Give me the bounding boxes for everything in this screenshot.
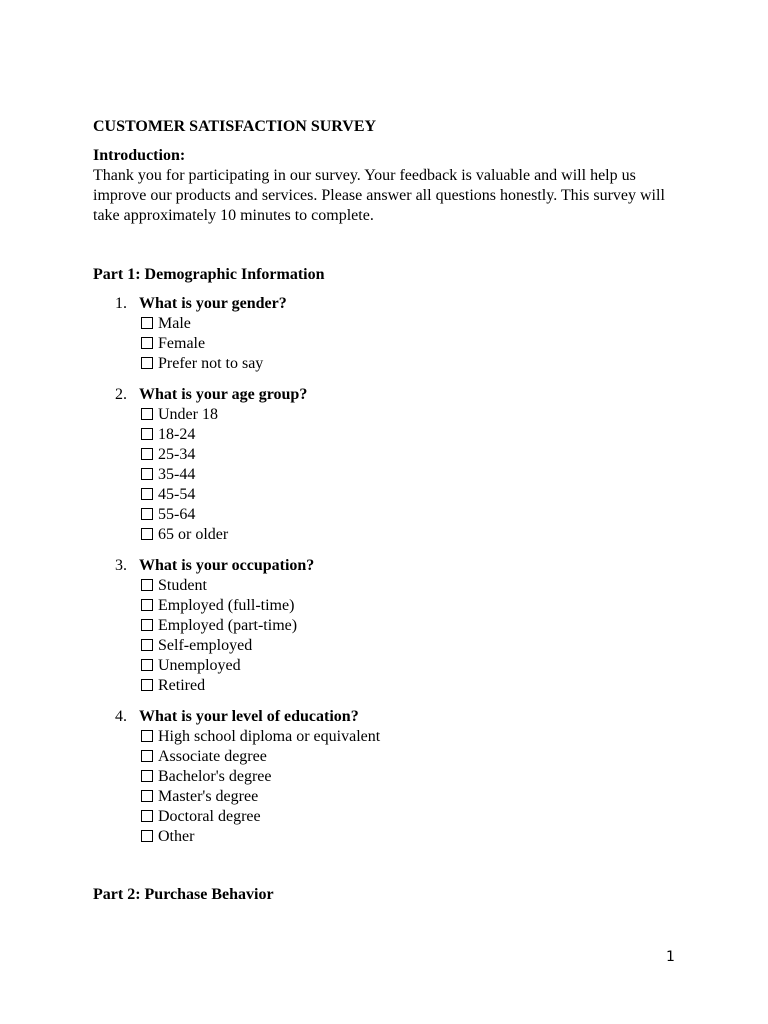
- checkbox-icon[interactable]: [141, 408, 153, 420]
- answer-option[interactable]: [139, 807, 683, 827]
- checkbox-icon[interactable]: [141, 599, 153, 611]
- answer-option[interactable]: [139, 676, 683, 696]
- answer-option[interactable]: [139, 485, 683, 505]
- part2-heading: Part 2: Purchase Behavior: [93, 886, 274, 903]
- page-number: 1: [666, 949, 675, 965]
- survey-question: [93, 707, 683, 847]
- option-label: Bachelor's degree: [158, 768, 272, 785]
- option-label: Employed (part-time): [158, 617, 298, 634]
- survey-question: [93, 294, 683, 374]
- survey-question: [93, 385, 683, 545]
- answer-option[interactable]: [139, 525, 683, 545]
- option-label: Prefer not to say: [158, 355, 264, 372]
- introduction-heading: Introduction:: [93, 147, 186, 164]
- checkbox-icon[interactable]: [141, 790, 153, 802]
- answer-option[interactable]: [139, 656, 683, 676]
- answer-option[interactable]: [139, 425, 683, 445]
- checkbox-icon[interactable]: [141, 488, 153, 500]
- option-label: High school diploma or equivalent: [158, 728, 381, 745]
- question-list: [93, 294, 683, 847]
- option-label: Unemployed: [158, 657, 241, 674]
- checkbox-icon[interactable]: [141, 639, 153, 651]
- answer-option[interactable]: [139, 576, 683, 596]
- checkbox-icon[interactable]: [141, 528, 153, 540]
- answer-option[interactable]: [139, 465, 683, 485]
- checkbox-icon[interactable]: [141, 579, 153, 591]
- answer-options: [139, 405, 683, 545]
- answer-option[interactable]: [139, 787, 683, 807]
- question-number: 2.: [115, 386, 127, 403]
- answer-option[interactable]: [139, 767, 683, 787]
- option-label: Doctoral degree: [158, 808, 261, 825]
- question-text: What is your gender?: [139, 295, 287, 312]
- checkbox-icon[interactable]: [141, 508, 153, 520]
- answer-option[interactable]: [139, 636, 683, 656]
- option-label: 18-24: [158, 426, 196, 443]
- option-label: Other: [158, 828, 195, 845]
- option-label: Master's degree: [158, 788, 259, 805]
- answer-option[interactable]: [139, 747, 683, 767]
- answer-option[interactable]: [139, 727, 683, 747]
- question-text: What is your level of education?: [139, 708, 359, 725]
- document-body: [93, 117, 683, 905]
- checkbox-icon[interactable]: [141, 619, 153, 631]
- option-label: Student: [158, 577, 207, 594]
- option-label: Male: [158, 315, 191, 332]
- option-label: 35-44: [158, 466, 196, 483]
- answer-option[interactable]: [139, 445, 683, 465]
- checkbox-icon[interactable]: [141, 770, 153, 782]
- answer-option[interactable]: [139, 334, 683, 354]
- answer-options: [139, 314, 683, 374]
- checkbox-icon[interactable]: [141, 317, 153, 329]
- option-label: Under 18: [158, 406, 218, 423]
- checkbox-icon[interactable]: [141, 750, 153, 762]
- checkbox-icon[interactable]: [141, 428, 153, 440]
- question-number: 3.: [115, 557, 127, 574]
- question-text: What is your occupation?: [139, 557, 315, 574]
- answer-option[interactable]: [139, 405, 683, 425]
- answer-options: [139, 576, 683, 696]
- survey-question: [93, 556, 683, 696]
- checkbox-icon[interactable]: [141, 357, 153, 369]
- answer-option[interactable]: [139, 354, 683, 374]
- checkbox-icon[interactable]: [141, 730, 153, 742]
- checkbox-icon[interactable]: [141, 830, 153, 842]
- checkbox-icon[interactable]: [141, 659, 153, 671]
- option-label: 45-54: [158, 486, 196, 503]
- option-label: Employed (full-time): [158, 597, 295, 614]
- answer-option[interactable]: [139, 596, 683, 616]
- option-label: Female: [158, 335, 206, 352]
- option-label: Retired: [158, 677, 206, 694]
- question-number: 1.: [115, 295, 127, 312]
- question-number: 4.: [115, 708, 127, 725]
- introduction-text: Thank you for participating in our survey. Your feedback is valuable and will help us improve our products and services. Please answer all questions honestly. This survey will take approximately 10 minutes to complete.: [93, 167, 665, 224]
- document-title: CUSTOMER SATISFACTION SURVEY: [93, 118, 377, 135]
- option-label: 65 or older: [158, 526, 229, 543]
- answer-options: [139, 727, 683, 847]
- checkbox-icon[interactable]: [141, 337, 153, 349]
- answer-option[interactable]: [139, 505, 683, 525]
- checkbox-icon[interactable]: [141, 810, 153, 822]
- answer-option[interactable]: [139, 827, 683, 847]
- checkbox-icon[interactable]: [141, 679, 153, 691]
- option-label: 25-34: [158, 446, 196, 463]
- option-label: Self-employed: [158, 637, 253, 654]
- option-label: 55-64: [158, 506, 196, 523]
- checkbox-icon[interactable]: [141, 448, 153, 460]
- answer-option[interactable]: [139, 616, 683, 636]
- option-label: Associate degree: [158, 748, 267, 765]
- checkbox-icon[interactable]: [141, 468, 153, 480]
- part1-heading: Part 1: Demographic Information: [93, 266, 325, 283]
- answer-option[interactable]: [139, 314, 683, 334]
- question-text: What is your age group?: [139, 386, 308, 403]
